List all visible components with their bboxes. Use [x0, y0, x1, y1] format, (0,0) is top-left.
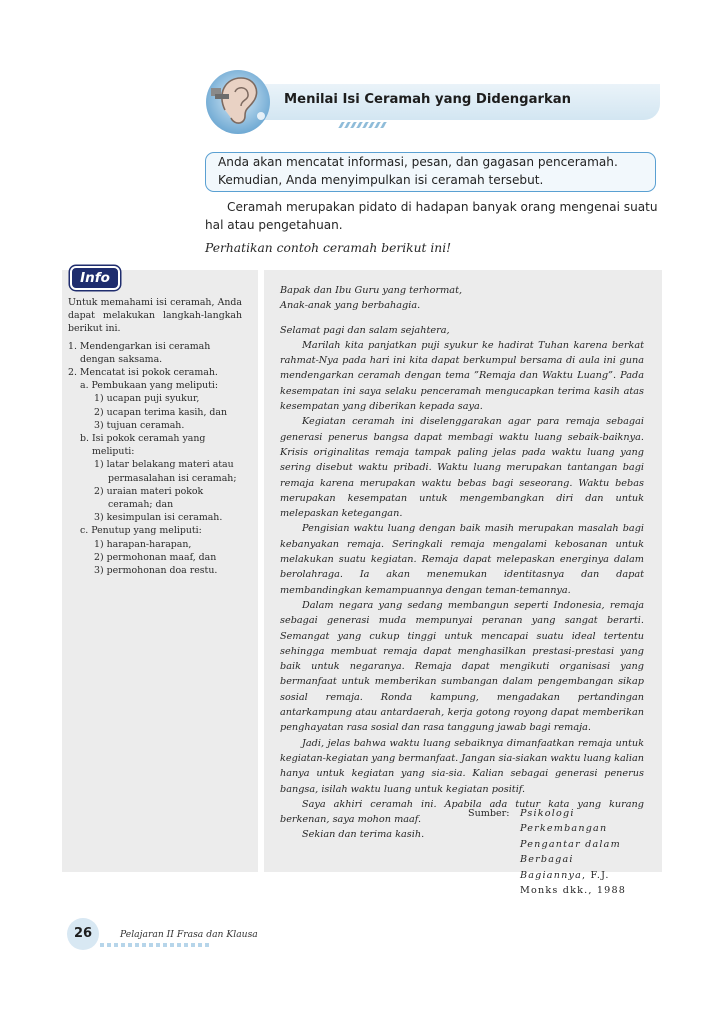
speech-text	[280, 283, 644, 843]
speech-paragraph: Dalam negara yang sedang membangun seperti Indonesia, remaja sebagai generasi muda mempunyai peranan yang sangat berarti. Semangat yang cukup tinggi untuk mencapai suatu ideal tertentu sehingga membuat remaja dapat menghasilkan prestasi-prestasi yang baik untuk negaranya. Remaja dapat mengikuti organisasi yang bermanfaat untuk memberikan sumbangan dalam pengembangan sikap sosial remaja. Ronda kampung, mengadakan pertandingan antarkampung atau antardaerah, kerja gotong royong dapat memberikan penghayatan rasa sosial dan rasa tanggung jawab bagi remaja.	[280, 599, 644, 734]
speech-paragraph: Kegiatan ceramah ini diselenggarakan agar para remaja sebagai generasi penerus bangsa dapat membagi waktu luang sebaik-baiknya. Krisis originalitas remaja tampak paling jelas pada waktu luang yang sering disebut waktu pribadi. Waktu luang merupakan tantangan bagi remaja karena merupakan waktu bebas bagi seseorang. Waktu bebas merupakan kesempatan untuk mengembangkan diri dan untuk melepaskan ketegangan.	[280, 416, 644, 520]
info-badge: Info	[70, 266, 120, 290]
info-item: 1) latar belakang materi atau permasalahan isi ceramah;	[94, 459, 237, 484]
header-dots	[338, 122, 387, 128]
info-step: 1. Mendengarkan isi ceramah dengan saksama.	[68, 340, 211, 365]
prompt-line: Perhatikan contoh ceramah berikut ini!	[205, 241, 452, 255]
info-step: 2. Mencatat isi pokok ceramah.	[68, 367, 218, 379]
speech-paragraph: Pengisian waktu luang dengan baik masih merupakan masalah bagi kebanyakan remaja. Seringkali remaja mengalami kebosanan untuk melakukan suatu kegiatan. Remaja dapat melepaskan energinya dalam berolahraga. Ia akan menemukan identitasnya dan dapat membandingkan kemampuannya dengan teman-temannya.	[280, 523, 644, 596]
source-reference	[520, 806, 644, 898]
info-item: 3) permohonan doa restu.	[94, 565, 218, 577]
source-authors: , F.J. Monks dkk., 1988	[520, 869, 627, 897]
speech-greeting: Anak-anak yang berbahagia.	[280, 300, 421, 312]
info-item: 3) tujuan ceramah.	[94, 419, 185, 431]
info-lead: Untuk memahami isi ceramah, Anda dapat melakukan langkah-langkah berikut ini.	[68, 297, 242, 335]
info-item: 1) harapan-harapan,	[94, 538, 192, 550]
info-item: 1) ucapan puji syukur,	[94, 393, 200, 405]
info-item: 3) kesimpulan isi ceramah.	[94, 512, 223, 524]
intro-paragraph: Ceramah merupakan pidato di hadapan banyak orang mengenai suatu hal atau pengetahuan.	[205, 200, 658, 232]
info-item: 2) ucapan terima kasih, dan	[94, 406, 228, 418]
footer-dots	[100, 943, 210, 947]
info-substep: c. Penutup yang meliputi:	[80, 525, 202, 537]
speech-salam: Selamat pagi dan salam sejahtera,	[280, 324, 450, 336]
speech-greeting: Bapak dan Ibu Guru yang terhormat,	[280, 285, 463, 296]
speech-paragraph: Saya akhiri ceramah ini. Apabila ada tutur kata yang kurang berkenan, saya mohon maaf.	[280, 798, 644, 826]
info-box	[68, 296, 242, 577]
speech-paragraph: Jadi, jelas bahwa waktu luang sebaiknya dimanfaatkan remaja untuk kegiatan-kegiatan yang bermanfaat. Jangan sia-siakan waktu luang kalian hanya untuk kegiatan yang sia-sia. Kalian sebagai generasi penerus bangsa, isilah waktu luang untuk kegiatan positif.	[280, 737, 645, 795]
ear-headphones-icon	[203, 68, 273, 136]
section-title: Menilai Isi Ceramah yang Didengarkan	[284, 92, 572, 107]
panel-divider	[258, 270, 264, 872]
info-item: 2) permohonan maaf, dan	[94, 551, 217, 563]
source-book: Psikologi Perkembangan Pengantar dalam Berbagai Bagiannya	[520, 808, 621, 881]
info-steps	[68, 340, 242, 578]
page-number: 26	[73, 926, 93, 941]
speech-paragraph: Marilah kita panjatkan puji syukur ke hadirat Tuhan karena berkat rahmat-Nya pada hari ini kita dapat berkumpul bersama di aula ini guna mendengarkan ceramah dengan tema ”Remaja dan Waktu Luang”. Pada kesempatan ini saya selaku penceramah mengucapkan terima kasih atas kesempatan yang diberikan kepada saya.	[280, 339, 644, 413]
info-item: 2) uraian materi pokok ceramah; dan	[94, 485, 204, 511]
info-substep: b. Isi pokok ceramah yang meliputi:	[80, 433, 206, 458]
objective-text: Anda akan mencatat informasi, pesan, dan gagasan penceramah. Kemudian, Anda menyimpulkan isi ceramah tersebut.	[218, 155, 618, 187]
info-substep: a. Pembukaan yang meliputi:	[80, 380, 219, 392]
footer-chapter: Pelajaran II Frasa dan Klausa	[120, 929, 258, 940]
source-label: Sumber:	[468, 808, 510, 819]
speech-closing: Sekian dan terima kasih.	[302, 829, 425, 841]
